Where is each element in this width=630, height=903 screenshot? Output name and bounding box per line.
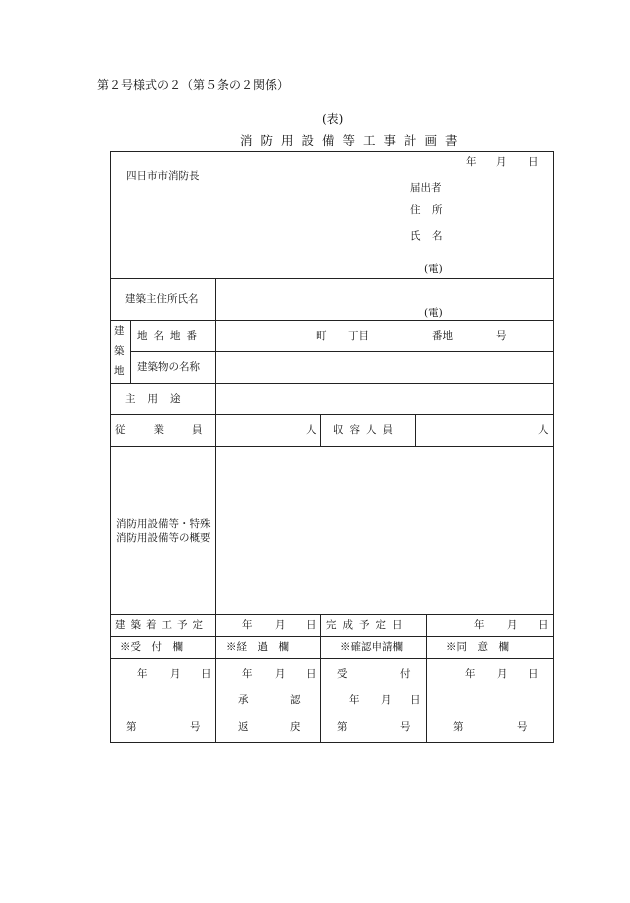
reception-month: 月 (170, 668, 181, 680)
finish-month: 月 (507, 619, 518, 631)
start-year: 年 (242, 619, 253, 631)
confirmation-day: 日 (410, 694, 421, 706)
site-label-1: 建 (114, 325, 125, 337)
site-label-2: 築 (114, 345, 125, 357)
consent-number-suffix: 号 (517, 721, 528, 733)
name-label-2: 名 (432, 230, 443, 242)
town-label: 町 (316, 330, 327, 342)
consent-number-prefix: 第 (453, 721, 464, 733)
progress-day: 日 (306, 668, 317, 680)
owner-label: 建築主住所氏名 (125, 293, 199, 305)
front-side-label: (表) (322, 112, 344, 126)
chome-label: 丁目 (348, 330, 369, 342)
progress-month: 月 (275, 668, 286, 680)
return-label-1: 返 (238, 721, 249, 733)
progress-header: ※経 過 欄 (226, 641, 289, 653)
staff-label: 従業員 (115, 424, 231, 436)
finish-year: 年 (474, 619, 485, 631)
approval-label-1: 承 (238, 694, 249, 706)
confirmation-received-1: 受 (337, 668, 348, 680)
reception-day: 日 (201, 668, 212, 680)
outline-label-2: 消防用設備等の概要 (116, 532, 211, 544)
date-year: 年 (466, 156, 477, 168)
address-label-2: 所 (432, 204, 443, 216)
confirmation-year: 年 (349, 694, 360, 706)
consent-year: 年 (465, 668, 476, 680)
reception-header: ※受 付 欄 (120, 641, 183, 653)
site-label-3: 地 (114, 365, 125, 377)
reception-number-suffix: 号 (190, 721, 201, 733)
staff-unit: 人 (306, 424, 317, 436)
reception-year: 年 (137, 668, 148, 680)
banchi-label: 番地 (432, 330, 453, 342)
name-label-1: 氏 (410, 230, 421, 242)
start-label: 建築着工予定 (115, 619, 208, 631)
finish-label: 完成予定日 (326, 619, 409, 631)
addressee: 四日市市消防長 (126, 170, 200, 182)
confirmation-received-2: 付 (400, 668, 411, 680)
main-use-label: 主用途 (125, 393, 193, 405)
approval-label-2: 認 (290, 694, 301, 706)
confirmation-month: 月 (381, 694, 392, 706)
date-day: 日 (528, 156, 539, 168)
return-label-2: 戻 (290, 721, 301, 733)
date-month: 月 (496, 156, 507, 168)
finish-day: 日 (538, 619, 549, 631)
capacity-unit: 人 (538, 424, 549, 436)
confirmation-number-prefix: 第 (337, 721, 348, 733)
go-label: 号 (496, 330, 507, 342)
applicant-phone: (電) (424, 263, 443, 275)
consent-header: ※同 意 欄 (446, 641, 509, 653)
start-month: 月 (275, 619, 286, 631)
consent-month: 月 (497, 668, 508, 680)
applicant-label: 届出者 (410, 182, 442, 194)
owner-phone: (電) (424, 307, 443, 319)
lot-label: 地名地番 (137, 330, 203, 342)
start-day: 日 (306, 619, 317, 631)
confirmation-number-suffix: 号 (400, 721, 411, 733)
capacity-label: 収容人員 (333, 424, 399, 436)
building-name-label: 建築物の名称 (137, 361, 200, 373)
confirmation-header: ※確認申請欄 (340, 641, 403, 653)
reception-number-prefix: 第 (126, 721, 137, 733)
form-number-label: 第２号様式の２（第５条の２関係） (97, 78, 290, 92)
page-title: 消防用設備等工事計画書 (240, 133, 466, 148)
outline-label-1: 消防用設備等・特殊 (116, 518, 211, 530)
consent-day: 日 (528, 668, 539, 680)
address-label-1: 住 (410, 204, 421, 216)
progress-year: 年 (242, 668, 253, 680)
